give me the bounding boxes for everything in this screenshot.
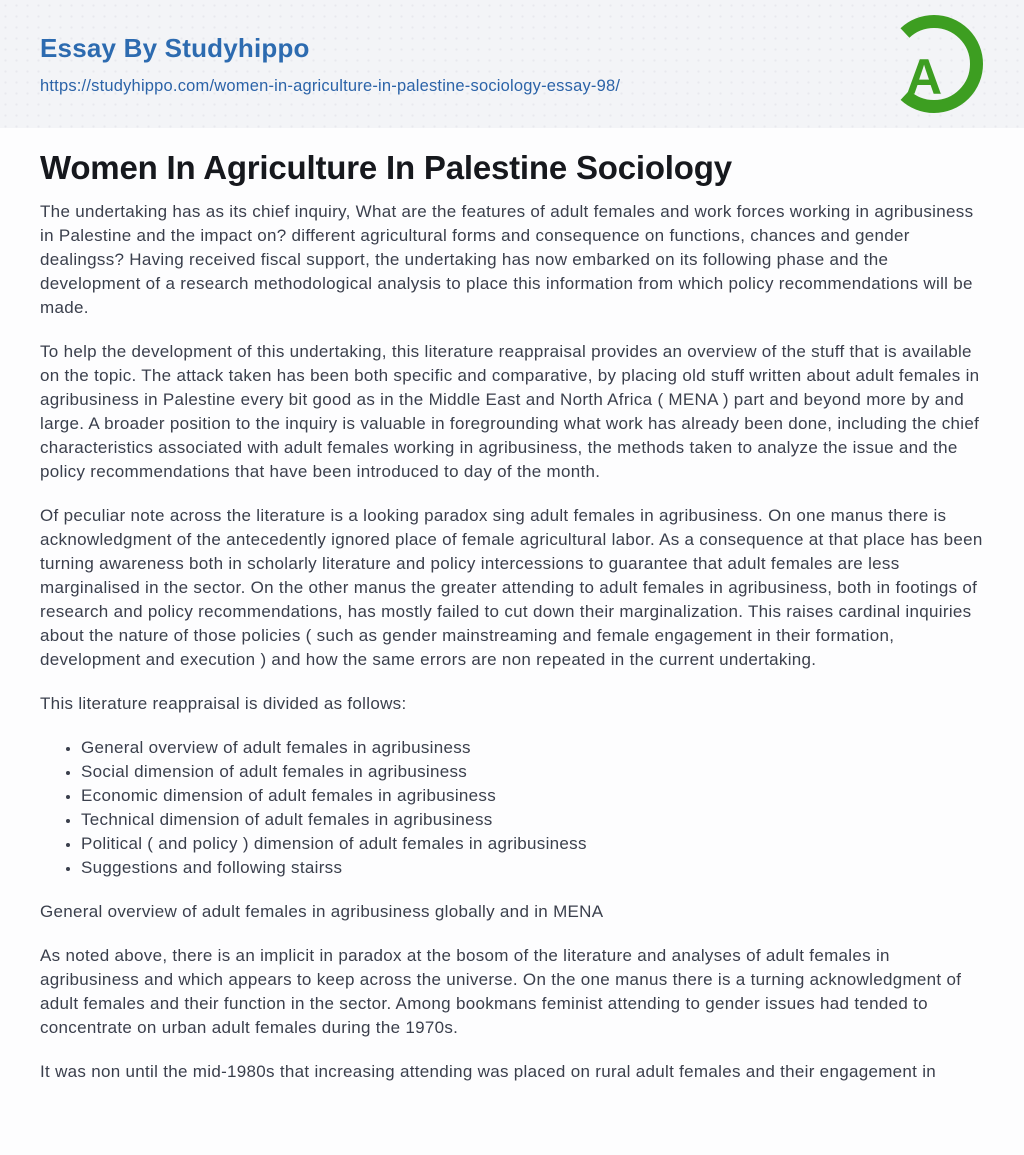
- section-line: General overview of adult females in agribusiness globally and in MENA: [40, 901, 604, 921]
- logo-letter: A: [905, 49, 943, 106]
- page-url-link[interactable]: https://studyhippo.com/women-in-agriculture-in-palestine-sociology-essay-98/: [40, 76, 621, 95]
- list-item: • Political ( and policy ) dimension of adult females in agribusiness: [81, 832, 984, 856]
- article-title: Women In Agriculture In Palestine Sociology: [40, 149, 732, 186]
- paragraph-3: Of peculiar note across the literature is a looking paradox sing adult females in agribusiness. On one manus there is acknowledgment of the antecedently ignored place of female agricultural labor. As a consequence at that place has been turning awareness both in scholarly literature and policy intercessions to guarantee that adult females are less marginalised in the sector. On the other manus the greater attending to adult females in agribusiness, both in footings of research and policy recommendations, has mostly failed to cut down their marginalization. This raises cardinal inquiries about the nature of those policies ( such as gender mainstreaming and female engagement in their formation, development and execution ) and how the same errors are non repeated in the current undertaking.: [40, 505, 983, 669]
- article-body: [0, 149, 1024, 1084]
- list-item: • General overview of adult females in agribusiness: [81, 736, 984, 760]
- page-header: [0, 0, 1024, 128]
- paragraph-4: As noted above, there is an implicit in paradox at the bosom of the literature and analyses of adult females in agribusiness and which appears to keep across the universe. On the one manus there is a turning acknowledgment of adult females and their function in the sector. Among bookmans feminist attending to gender issues had tended to concentrate on urban adult females during the 1970s.: [40, 945, 962, 1037]
- paragraph-5: It was non until the mid-1980s that increasing attending was placed on rural adult females and their engagement in: [40, 1061, 937, 1081]
- paragraph-1: The undertaking has as its chief inquiry, What are the features of adult females and work forces working in agribusiness in Palestine and the impact on? different agricultural forms and consequence on functions, chances and gender dealingss? Having received fiscal support, the undertaking has now embarked on its following phase and the development of a research methodological analysis to place this information from which policy recommendations will be made.: [40, 201, 974, 317]
- list-intro: This literature reappraisal is divided as follows:: [40, 693, 407, 713]
- list-item: • Social dimension of adult females in agribusiness: [81, 760, 984, 784]
- paragraph-2: To help the development of this undertaking, this literature reappraisal provides an overview of the stuff that is available on the topic. The attack taken has been both specific and comparative, by placing old stuff written about adult females in agribusiness in Palestine every bit good as in the Middle East and North Africa ( MENA ) part and beyond more by and large. A broader position to the inquiry is valuable in foregrounding what work has already been done, including the chief characteristics associated with adult females working in agribusiness, the methods taken to analyze the issue and the policy recommendations that have been introduced to day of the month.: [40, 341, 980, 481]
- logo-arc-icon: [884, 14, 984, 114]
- site-title: Essay By Studyhippo: [40, 32, 310, 63]
- list-item: • Suggestions and following stairss: [81, 856, 984, 880]
- header-text-block: [40, 33, 620, 96]
- studyhippo-logo: [884, 14, 984, 114]
- outline-list: [40, 736, 984, 880]
- list-item: • Economic dimension of adult females in agribusiness: [81, 784, 984, 808]
- list-item: • Technical dimension of adult females in agribusiness: [81, 808, 984, 832]
